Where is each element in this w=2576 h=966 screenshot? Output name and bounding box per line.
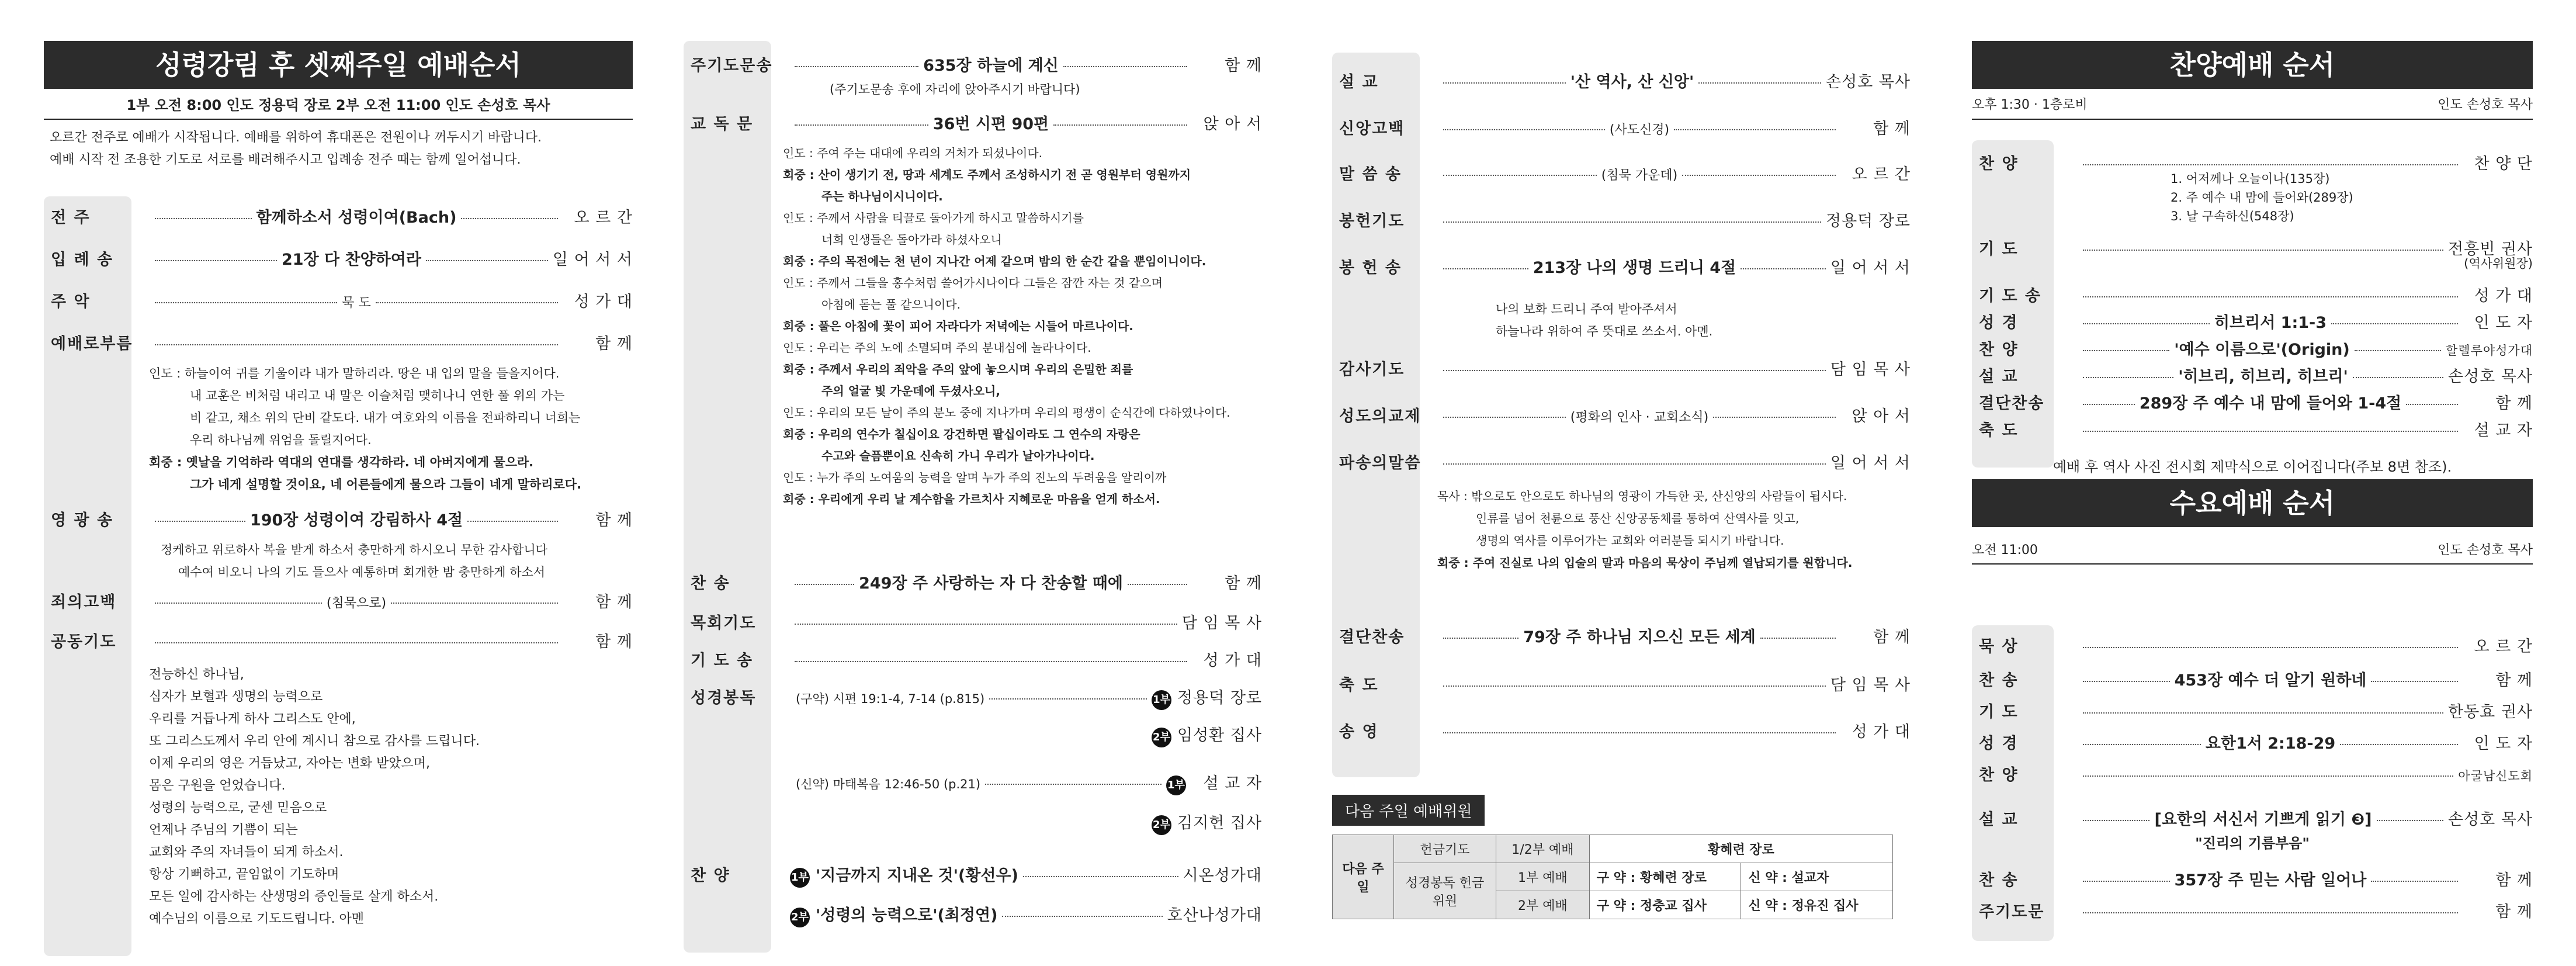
reading-line: 인도 : 우리의 모든 날이 주의 분노 중에 지나가며 우리의 평생이 순식간에 다하였나이다. — [783, 406, 1230, 420]
order-row: 공동기도 함 께 — [51, 633, 633, 651]
order-row: 찬 송 453장 예수 더 알기 원하네 함 께 — [1979, 671, 2533, 690]
order-row: 말 씀 송 (침묵 가운데) 오 르 간 — [1339, 165, 1911, 183]
section-title: 수요예배 순서 — [1972, 479, 2533, 527]
reading-line: 아침에 돋는 풀 같으니이다. — [821, 297, 961, 311]
reading-line: 회중 : 우리의 연수가 칠십이요 강건하면 팔십이라도 그 연수의 자랑은 — [783, 427, 1140, 441]
reading-line: 인도 : 주께서 사람을 티끌로 돌아가게 하시고 말씀하시기를 — [783, 211, 1084, 225]
reading-line: 인도 : 주께서 그들을 홍수처럼 쓸어가시나이다 그들은 잠깐 자는 것 같으며 — [783, 276, 1163, 290]
order-row: 성 경 요한1서 2:18-29 인 도 자 — [1979, 735, 2533, 753]
order-row: 감사기도 담 임 목 사 — [1339, 361, 1911, 379]
praise-list: 1. 어저께나 오늘이나(135장) 2. 주 예수 내 맘에 들어와(289장) 3. 날 구속하신(548장) — [2171, 172, 2353, 223]
order-row: 봉헌기도 정용덕 장로 — [1339, 212, 1911, 230]
reading-line: 수고와 슬픔뿐이요 신속히 가니 우리가 날아가나이다. — [821, 449, 1095, 463]
order-row: 주 악 묵 도 성 가 대 — [51, 293, 633, 311]
service-2-badge: 2부 — [1152, 728, 1171, 747]
role-note: (역사위원장) — [2464, 257, 2533, 271]
order-row: 영 광 송 190장 성령이여 강림하사 4절 함 께 — [51, 511, 633, 529]
order-row: 설 교 '히브리, 히브리, 히브리' 손성호 목사 — [1979, 368, 2533, 386]
reading-line: 인도 : 우리는 주의 노에 소멸되며 주의 분내심에 놀라나이다. — [783, 341, 1091, 355]
order-row: 죄의고백 (침묵으로) 함 께 — [51, 593, 633, 611]
afternoon-time: 오후 1:30 · 1층로비 — [1972, 98, 2088, 112]
order-row: 성도의교제 (평화의 인사 · 교회소식) 앉 아 서 — [1339, 407, 1911, 425]
divider — [1972, 119, 2533, 120]
order-row: 신앙고백 (사도신경) 함 께 — [1339, 120, 1911, 138]
note: (주기도문송 후에 자리에 앉아주시기 바랍니다) — [830, 82, 1080, 96]
divider — [1972, 563, 2533, 565]
notice-line: 오르간 전주로 예배가 시작됩니다. 예배를 위하여 휴대폰은 전원이나 꺼두시기 바랍니다. — [50, 130, 542, 145]
reading-line: 인도 : 누가 주의 노여움의 능력을 알며 누가 주의 진노의 두려움을 알리이까 — [783, 470, 1167, 484]
service-1-badge: 1부 — [1152, 690, 1171, 710]
reading-line: 회중 : 우리에게 우리 날 계수함을 가르치사 지혜로운 마음을 얻게 하소서. — [783, 492, 1160, 506]
order-row: 목회기도 담 임 목 사 — [691, 614, 1262, 632]
order-row: 찬 양 1부 '지금까지 지내온 것'(황선우) 시온성가대 — [684, 863, 1262, 888]
order-row: 찬 송 249장 주 사랑하는 자 다 찬송할 때에 함 께 — [691, 574, 1263, 593]
order-row: 결단찬송 289장 주 예수 내 맘에 들어와 1-4절 함 께 — [1979, 394, 2533, 413]
notice-line: 예배 시작 전 조용한 기도로 서로를 배려해주시고 입례송 전주 때는 함께 일어섭니다. — [50, 153, 521, 167]
responsive-reading — [783, 143, 1262, 510]
reading-line: 회중 : 풀은 아침에 꽃이 피어 자라다가 저녁에는 시들어 마르나이다. — [783, 319, 1133, 333]
order-row: 봉 헌 송 213장 나의 생명 드리니 4절 일 어 서 서 — [1339, 259, 1911, 277]
order-row: 찬 양 '예수 이름으로'(Origin) 할렐루야성가대 — [1979, 341, 2533, 359]
order-row: 예배로부름 함 께 — [51, 335, 633, 353]
panel-sunday-order-cont — [684, 0, 1262, 966]
wednesday-leader: 인도 손성호 목사 — [2438, 543, 2533, 558]
order-row: 입 례 송 21장 다 찬양하여라 일 어 서 서 — [51, 251, 633, 269]
order-row: 2부 김지헌 집사 — [684, 810, 1262, 836]
order-row: 송 영 성 가 대 — [1339, 723, 1911, 741]
gloria-lyrics: 정케하고 위로하사 복을 받게 하소서 충만하게 하시오니 무한 감사합니다 예수여 비오니 나의 기도 들으사 예통하며 회개한 밤 충만하게 하소서 — [161, 543, 547, 579]
reading-line: 회중 : 주께서 우리의 죄악을 주의 앞에 놓으시며 우리의 은밀한 죄를 — [783, 362, 1133, 376]
offering-lyrics: 나의 보화 드리니 주여 받아주셔서 하늘나라 위하여 주 뜻대로 쓰소서. 아멘. — [1496, 302, 1713, 338]
order-row: 2부 '성령의 능력으로'(최정연) 호산나성가대 — [684, 902, 1262, 928]
call-to-worship: 인도 : 하늘이여 귀를 기울이라 내가 말하리라. 땅은 내 입의 말을 들을지어다. 내 교훈은 비처럼 내리고 내 말은 이슬처럼 맺히나니 연한 풀 위의 가는 비 같고, 채소 위의 단비 같도다. 내가 여호와의 이름을 전파하리니 너희는 우리 하나님께 위엄을 돌릴지어다. 회중 : 옛날을 기억하라 역대의 연대를 생각하라. 네 아버지에게 물으라. 그가 네게 설명할 것이요, 네 어른들에게 물으라 그들이 네게 말하리로다. — [149, 366, 582, 491]
reading-line: 회중 : 산이 생기기 전, 땅과 세계도 주께서 조성하시기 전 곧 영원부터 영원까지 — [783, 168, 1191, 182]
service-1-badge: 1부 — [790, 868, 810, 888]
sending-words: 목사 : 밖으로도 안으로도 하나님의 영광이 가득한 곳, 산신앙의 사람들이 됩시다. 인류를 넘어 천륜으로 풍산 신앙공동체를 통하여 산역사를 잇고, 생명의 역사를 이루어가는 교회와 여러분들 되시기 바랍니다. 회중 : 주여 진실로 나의 입술의 말과 마음의 묵상이 주님께 열납되기를 원합니다. — [1437, 489, 1853, 570]
order-row: 교 독 문 36번 시편 90편 앉 아 서 — [691, 115, 1262, 133]
order-row: 묵 상 오 르 간 — [1979, 638, 2533, 656]
page-title: 성령강림 후 셋째주일 예배순서 — [44, 41, 633, 89]
reading-line: 회중 : 주의 목전에는 천 년이 지나간 어제 같으며 밤의 한 순간 같을 뿐임이니이다. — [783, 254, 1206, 268]
order-row: 찬 양 찬 양 단 — [1979, 155, 2533, 173]
sermon-title: "진리의 기름부음" — [2195, 835, 2310, 851]
order-row: 2부 임성환 집사 — [684, 722, 1262, 748]
wednesday-time: 오전 11:00 — [1972, 543, 2038, 558]
next-week-table: 다음 주일 헌금기도 1/2부 예배 황혜련 장로 성경봉독 헌금위원 1부 예배 구 약 : 황혜련 장로 신 약 : 설교자 2부 예배 구 약 : 정충교 집사 신 약 : 정유진 집사 — [1332, 835, 1893, 919]
reading-line: 주는 하나님이시니이다. — [821, 189, 943, 203]
service-2-badge: 2부 — [790, 908, 810, 927]
service-1-badge: 1부 — [1166, 775, 1186, 795]
section-title: 찬양예배 순서 — [1972, 41, 2533, 89]
order-row: 주기도문송 635장 하늘에 계신 함 께 — [691, 57, 1262, 75]
order-row: 성 경 히브리서 1:1-3 인 도 자 — [1979, 314, 2533, 332]
order-row: 전 주 함께하소서 성령이여(Bach) 오 르 간 — [51, 209, 633, 227]
afternoon-leader: 인도 손성호 목사 — [2438, 98, 2533, 112]
order-row: (신약) 마태복음 12:46-50 (p.21) 1부 설 교 자 — [684, 770, 1262, 796]
order-row: 결단찬송 79장 주 하나님 지으신 모든 세계 함 께 — [1339, 628, 1911, 646]
order-row: 주기도문 함 께 — [1979, 903, 2533, 921]
order-row: 기 도 송 성 가 대 — [691, 652, 1262, 670]
order-row: 파송의말씀 일 어 서 서 — [1339, 454, 1911, 472]
reading-line: 인도 : 주여 주는 대대에 우리의 거처가 되셨나이다. — [783, 146, 1042, 160]
reading-line: 주의 얼굴 빛 가운데에 두셨사오니, — [821, 384, 1000, 398]
service-times: 1부 오전 8:00 인도 정용덕 장로 2부 오전 11:00 인도 손성호 목사 — [126, 97, 550, 113]
service-2-badge: 2부 — [1152, 815, 1171, 835]
reading-line: 너희 인생들은 돌아가라 하셨사오니 — [821, 233, 1002, 247]
panel-sunday-order-end — [1332, 0, 1911, 966]
order-row: 축 도 담 임 목 사 — [1339, 676, 1911, 694]
unison-prayer: 전능하신 하나님, 심자가 보혈과 생명의 능력으로 우리를 거듭나게 하사 그리스도 안에, 또 그리스도께서 우리 안에 계시니 참으로 감사를 드립니다. 이제 우리의 영은 거듭났고, 자아는 변화 받았으며, 몸은 구원을 얻었습니다. 성령의 능력으로, 굳센 믿음으로 언제나 주님의 기쁨이 되는 교회와 주의 자녀들이 되게 하소서. 항상 기뻐하고, 끝임없이 기도하며 모든 일에 감사하는 산생명의 증인들로 살게 하소서. 예수님의 이름으로 기도드립니다. 아멘 — [149, 667, 480, 926]
order-row: 기 도 전흥빈 권사 — [1979, 240, 2533, 258]
after-service-note: 예배 후 역사 사진 전시회 제막식으로 이어집니다(주보 8면 참조). — [2053, 459, 2452, 475]
order-row: 기 도 한동효 권사 — [1979, 703, 2533, 721]
order-row: 찬 양 아굴남신도회 — [1979, 766, 2533, 784]
order-row: 성경봉독 (구약) 시편 19:1-4, 7-14 (p.815) 1부 정용덕 장로 — [684, 685, 1262, 711]
order-row: 설 교 '산 역사, 산 신앙' 손성호 목사 — [1339, 73, 1911, 91]
next-week-header: 다음 주일 예배위원 — [1332, 795, 1485, 826]
order-row: 설 교 [요한의 서신서 기쁘게 읽기 ❸] 손성호 목사 — [1979, 811, 2533, 829]
order-row: 기 도 송 성 가 대 — [1979, 287, 2533, 305]
order-row: 축 도 설 교 자 — [1979, 421, 2533, 439]
panel-sunday-order — [44, 0, 633, 966]
panel-other-services — [1972, 0, 2533, 966]
order-row: 찬 송 357장 주 믿는 사람 일어나 함 께 — [1979, 871, 2533, 889]
